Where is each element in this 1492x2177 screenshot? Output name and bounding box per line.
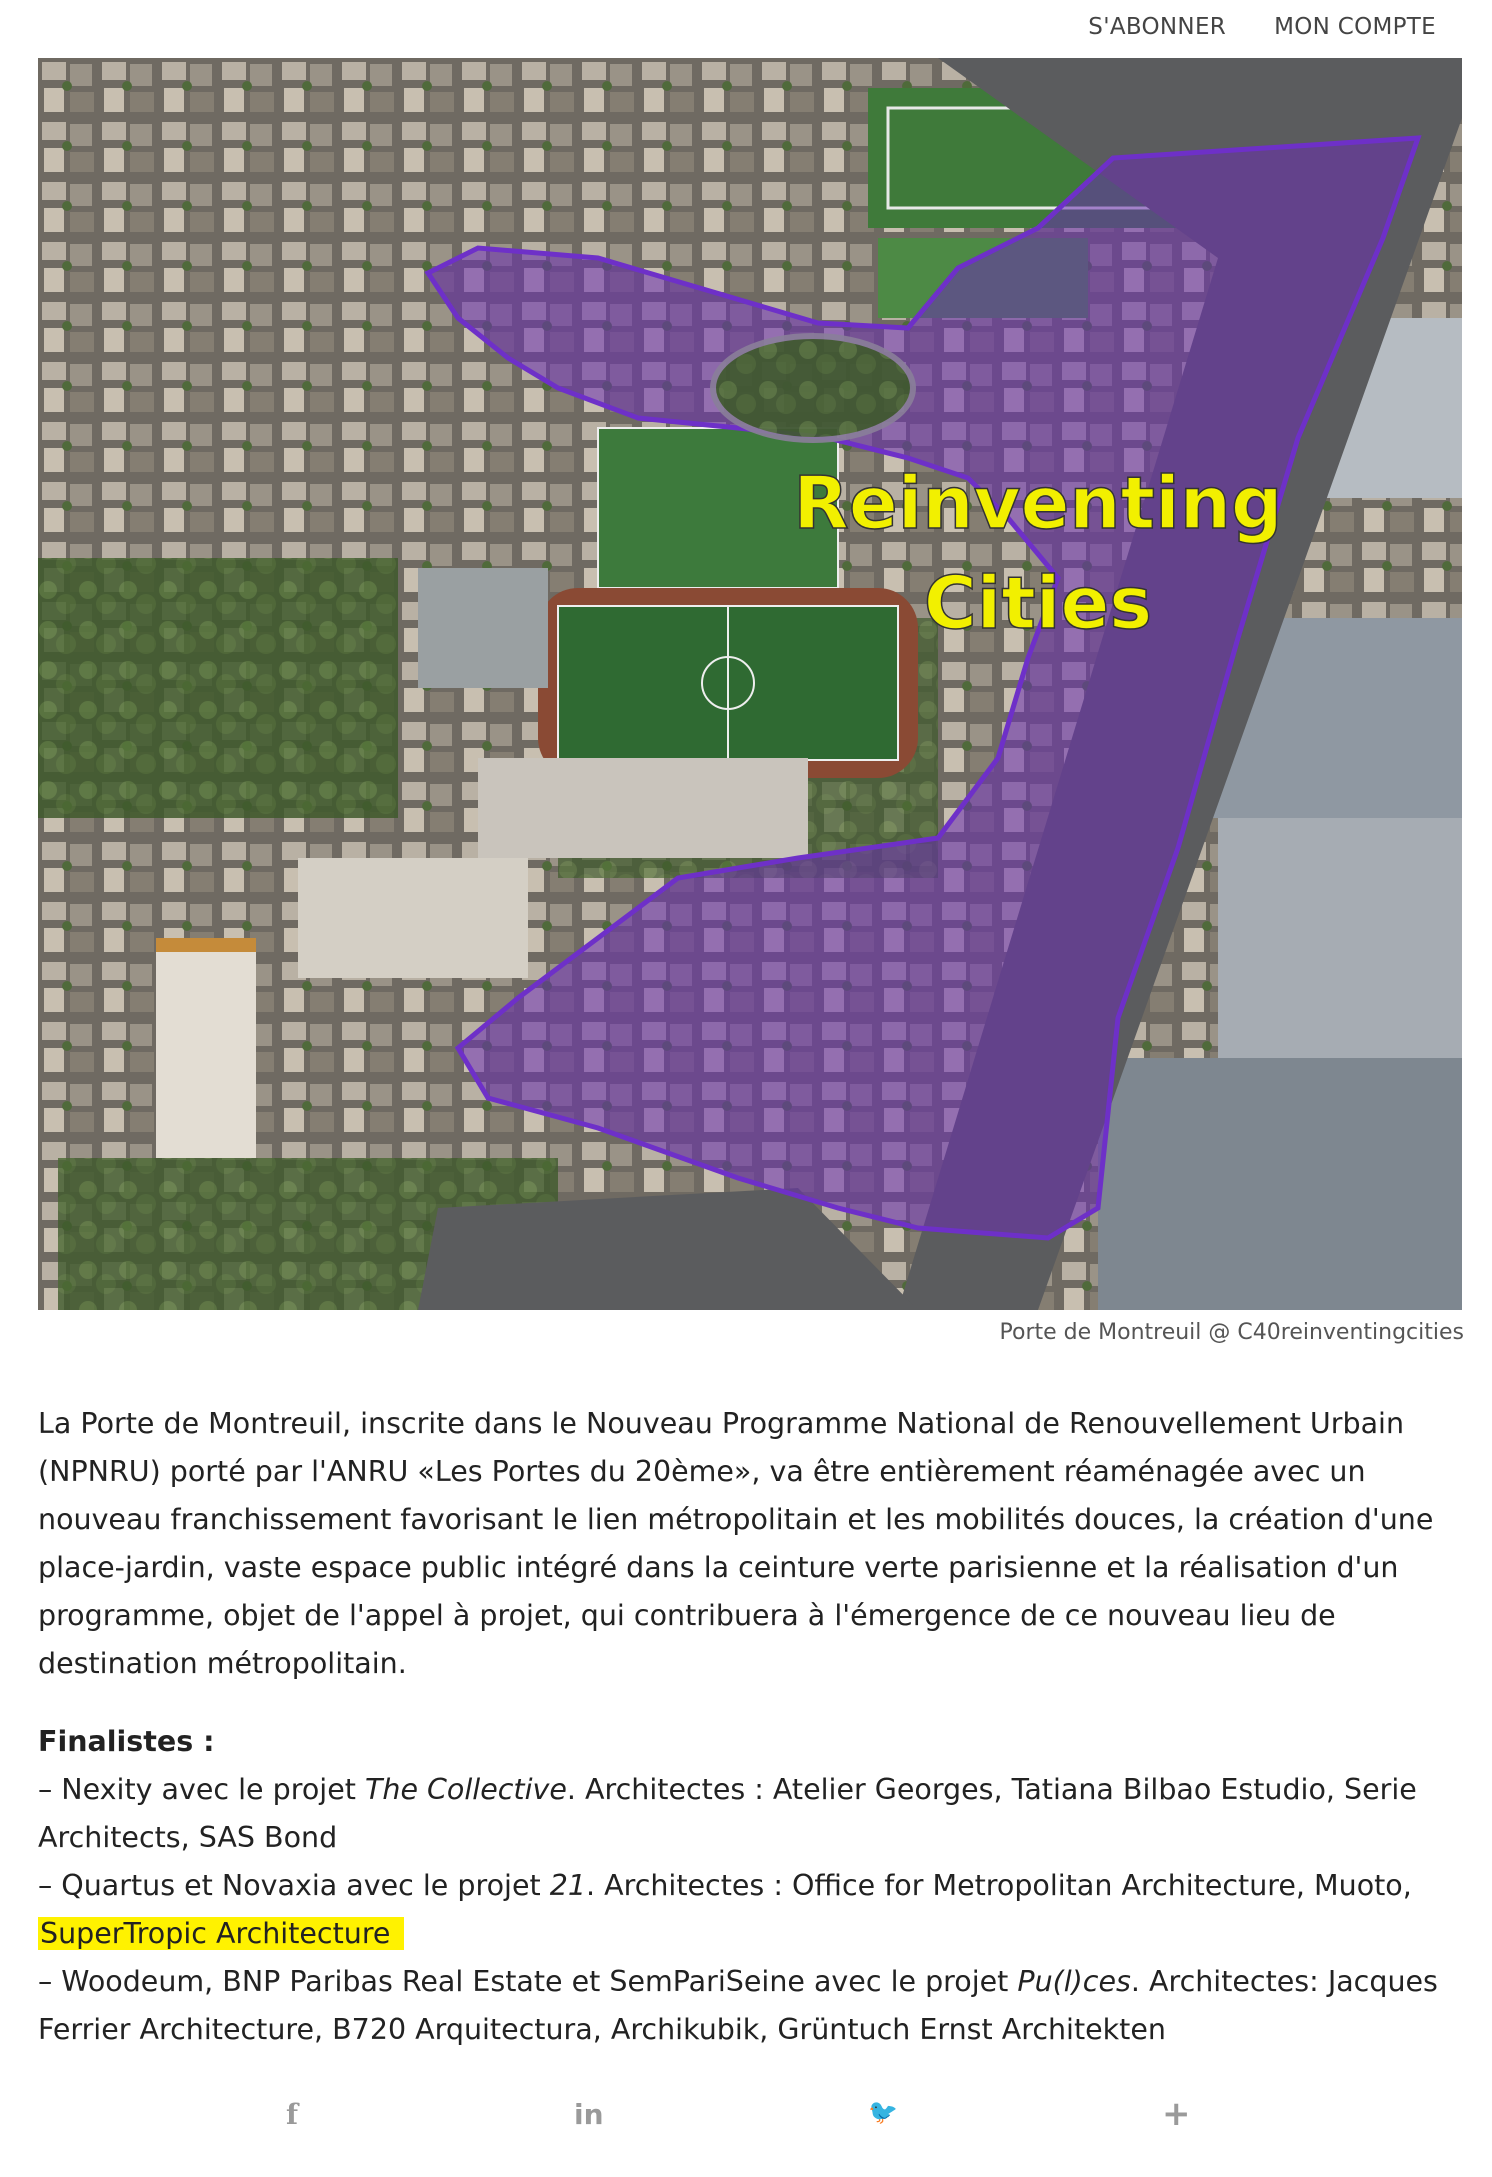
- share-bar: [0, 2094, 1492, 2148]
- highlighted-architect: SuperTropic Architecture: [38, 1917, 404, 1950]
- project-name: Pu(l)ces: [1017, 1965, 1131, 1998]
- image-caption: Porte de Montreuil @ C40reinventingcities: [999, 1320, 1464, 1345]
- project-name: 21: [549, 1869, 586, 1902]
- finalists-heading: Finalistes :: [38, 1725, 215, 1758]
- linkedin-icon[interactable]: in: [574, 2098, 604, 2131]
- more-share-icon[interactable]: +: [1162, 2094, 1191, 2134]
- project-name: The Collective: [364, 1773, 567, 1806]
- overlay-title-line2: Cities: [923, 561, 1153, 645]
- article-intro: [38, 1400, 1458, 1688]
- intro-paragraph: La Porte de Montreuil, inscrite dans le Nouveau Programme National de Renouvellement Urbain (NPNRU) porté par l'ANRU «Les Portes du 20ème», va être entièrement réaménagée avec un nouveau franchissement favorisant le lien métropolitain et les mobilités douces, la création d'une place-jardin, vaste espace public intégré dans la ceinture verte parisienne et la réalisation d'un programme, objet de l'appel à projet, qui contribuera à l'émergence de ce nouveau lieu de destination métropolitain.: [38, 1407, 1434, 1680]
- top-nav: [1088, 14, 1436, 40]
- finalists-section: [38, 1718, 1458, 2054]
- finalist-2: – Quartus et Novaxia avec le projet 21. Architectes : Office for Metropolitan Architecture, Muoto, SuperTropic Architecture: [38, 1869, 1412, 1950]
- twitter-icon[interactable]: 🐦: [868, 2098, 898, 2126]
- finalist-3: – Woodeum, BNP Paribas Real Estate et SemPariSeine avec le projet Pu(l)ces. Architectes: Jacques Ferrier Architecture, B720 Arquitectura, Archikubik, Grüntuch Ernst Architekten: [38, 1965, 1438, 2046]
- overlay-title-line1: Reinventing: [793, 461, 1283, 545]
- account-link[interactable]: MON COMPTE: [1274, 14, 1436, 40]
- subscribe-link[interactable]: S'ABONNER: [1088, 14, 1227, 40]
- finalist-1: – Nexity avec le projet The Collective. Architectes : Atelier Georges, Tatiana Bilbao Estudio, Serie Architects, SAS Bond: [38, 1773, 1417, 1854]
- hero-aerial-image: [38, 58, 1462, 1310]
- facebook-icon[interactable]: f: [286, 2098, 299, 2131]
